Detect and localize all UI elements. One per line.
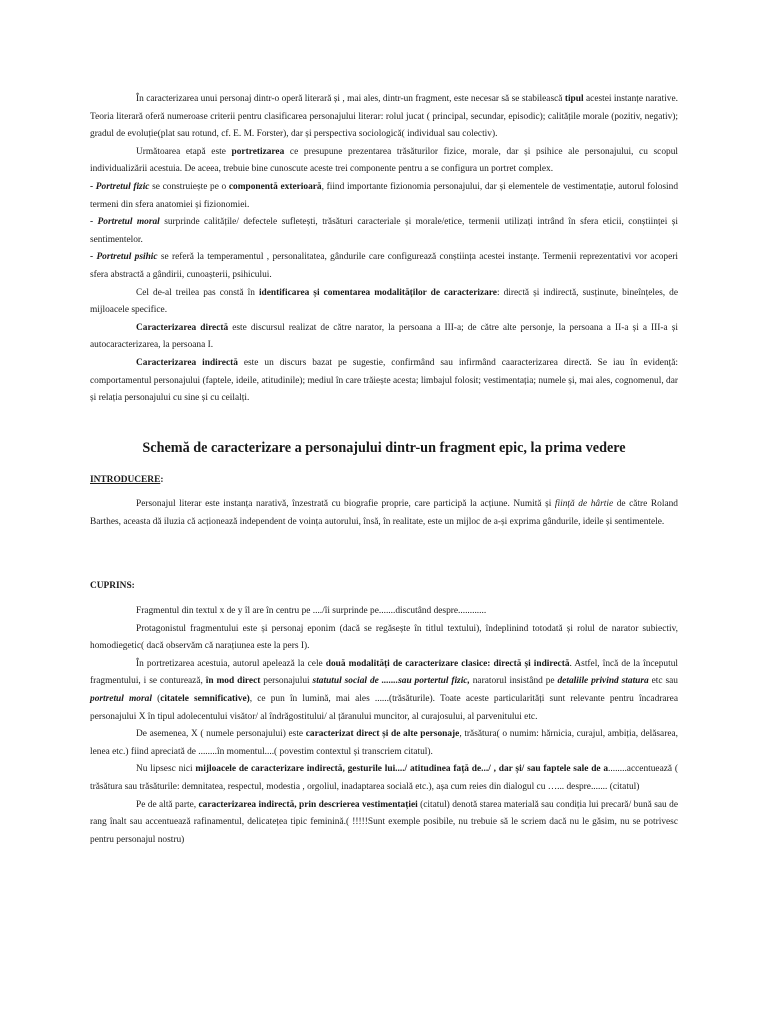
- text-run: portretul moral: [90, 693, 152, 704]
- text-run: , ce pun în lumină, mai ales ......(trăsăturile). Toate aceste particularități sunt relevante pentru încadrarea personajului X în tipul adolecentului visător/ al îndrăgostitului/ al țăranului muncitor, al curajosului, al parvenitului etc.: [90, 693, 678, 722]
- text-run: ființă de hârtie: [554, 499, 614, 509]
- text-run: Fragmentul din textul x de y îl are în centru pe ..../îi surprinde pe.......discutând despre............: [136, 606, 487, 616]
- text-run: componentă exterioară: [228, 181, 322, 192]
- intro-paragraph-4: [90, 214, 678, 249]
- text-run: mijloacele de caracterizare indirectă, gesturile lui..../ atitudinea față de.../ , dar și/ sau faptele sale de a: [195, 764, 609, 775]
- text-run: Personajul literar este instanța narativă, înzestrată cu biografie proprie, care participă la acțiune. Numită și: [136, 499, 555, 509]
- introducere-heading: [90, 472, 678, 490]
- text-run: Portretul psihic: [96, 252, 158, 263]
- text-run: este un discurs bazat pe sugestie, confirmând sau infirmând caaracterizarea directă. Se iau în evidență: comportamentul personajului (faptele, ideile, atitudinile); mediul în care trăiește acesta; limbajul folosit; vestimentația; numele și, mai ales, cognomenul, dar și relația personajului cu sine și cu ceilalți.: [90, 357, 679, 404]
- text-run: naratorul insistând pe: [469, 676, 558, 687]
- text-run: caracterizarea indirectă, prin descrierea vestimentației: [198, 799, 418, 810]
- text-run: ce presupune prezentarea trăsăturilor fizice, morale, dar și psihice ale personajului, cu scopul individualizării acestuia. De aceea, trebuie bine cunoscute aceste trei componente pentru a se configura un portret complex.: [90, 146, 679, 175]
- text-run: -: [90, 181, 96, 192]
- text-run: se referă la temperamentul , personalitatea, gândurile care configurează conștiința acestei instanțe. Termenii reprezentativi vor acoperi sfera abstractă a gândirii, cunoașterii, psihicului.: [90, 252, 678, 280]
- text-run: În caracterizarea unui personaj dintr-o operă literară și , mai ales, dintr-un fragment, este necesar să se stabilească: [136, 94, 565, 104]
- text-run: două modalități de caracterizare clasice: directă și indirectă: [325, 658, 570, 669]
- intro-paragraph-2: [90, 144, 678, 179]
- page-title: Schemă de caracterizare a personajului dintr-un fragment epic, la prima vedere: [142, 440, 626, 456]
- text-run: portretizarea: [231, 146, 285, 157]
- text-run: Cel de-al treilea pas constă în: [136, 287, 259, 298]
- text-run: Pe de altă parte,: [136, 799, 199, 810]
- text-run: De asemenea, X ( numele personajului) este: [136, 729, 306, 740]
- text-run: statutul social de .......sau portertul fizic,: [312, 676, 470, 687]
- text-run: Caracterizarea indirectă: [136, 357, 238, 368]
- intro-paragraph-8: [90, 355, 678, 408]
- text-run: -: [90, 217, 98, 228]
- introducere-heading-colon: :: [160, 475, 164, 485]
- cuprins-paragraph-1: [90, 603, 678, 621]
- text-run: -: [90, 252, 97, 263]
- text-run: citatele semnificative): [160, 693, 250, 704]
- introducere-heading-block: [90, 472, 678, 490]
- text-run: : directă și indirectă, susținute, bineînțeles, de mijloacele specifice.: [90, 287, 678, 316]
- cuprins-paragraph-4: [90, 726, 678, 761]
- text-run: , fiind importante fizionomia personajului, dar și elementele de vestimentație, autorul folosind termeni din sfera anatomiei și fizionomiei.: [90, 181, 679, 210]
- cuprins-paragraph-3: [90, 656, 678, 726]
- text-run: (citatul) denotă starea materială sau condiția lui precară/ bună sau de rang înalt sau accentuează rafinamentul, delicatețea tipic feminină.( !!!!!Sunt exemple posibile, nu trebuie să le scriem dacă nu le găsim, nu se potrivesc pentru personajul nostru): [90, 799, 679, 845]
- text-run: surprinde calitățile/ defectele sufletești, trăsături caracteriale și morale/etice, termenii utilizați intrând în sfera eticii, conștiinței și sentimentelor.: [90, 217, 678, 245]
- text-run: este discursul realizat de către narator, la persoana a III-a; de către alte personje, la persoana a II-a și a III-a și autocaracterizarea, la persoana I.: [90, 322, 678, 351]
- introducere-paragraph-1: [90, 496, 678, 531]
- text-run: tipul: [564, 94, 584, 104]
- intro-paragraph-7: [90, 320, 678, 355]
- intro-paragraph-5: [90, 249, 678, 284]
- intro-paragraph-3: [90, 179, 678, 214]
- text-run: identificarea și comentarea modalităților de caracterizare: [258, 287, 497, 298]
- text-run: În portretizarea acestuia, autorul apelează la cele: [136, 658, 326, 669]
- cuprins-paragraph-6: [90, 797, 678, 850]
- intro-paragraph-1: [90, 91, 678, 144]
- text-run: Caracterizarea directă: [136, 322, 229, 333]
- introducere-heading-text: INTRODUCERE: [90, 475, 161, 485]
- text-run: Protagonistul fragmentului este și personaj eponim (dacă se regăsește în titlul textului), îndeplinind totodată și rolul de narator subiectiv, homodiegetic( dacă observăm că narațiunea este la pers I).: [90, 623, 678, 652]
- text-run: . Astfel, încă de la începutul fragmentului, i se conturează,: [90, 658, 678, 687]
- text-run: Nu lipsesc nici: [136, 764, 196, 775]
- text-run: se construiește pe o: [149, 181, 229, 192]
- text-run: detaliile privind statura: [557, 676, 649, 687]
- text-run: (: [151, 693, 161, 704]
- cuprins-section: [90, 603, 678, 849]
- text-run: acestei instanțe narative. Teoria literară oferă numeroase criterii pentru clasificarea personajului literar: rolul jucat ( principal, secundar, episodic); calitățile morale (pozitiv, negativ); gradul de evoluție(plat sau rotund, cf. E. M. Forster), dar și perspectiva sociologică( individual sau colectiv).: [90, 94, 678, 140]
- intro-paragraph-6: [90, 285, 678, 320]
- text-run: ........accentuează ( trăsătura sau trăsăturile: demnitatea, respectul, modestia , orgoliul, inadaptarea socială etc.), așa cum reies din dialogul cu …... despre....... (citatul): [90, 764, 678, 792]
- cuprins-heading: CUPRINS:: [90, 581, 135, 591]
- text-run: , trăsătura( o numim: hărnicia, curajul, ambiția, delăsarea, lenea etc.) fiind apreciată de ........în momentul....( povestim contextul și transcriem citatul).: [90, 729, 678, 757]
- text-run: în mod direct: [205, 676, 261, 687]
- text-run: Următoarea etapă este: [136, 146, 232, 157]
- text-run: de către Roland Barthes, aceasta dă iluzia că acționează independent de voința autorului, însă, în realitate, este un mijloc de a-și exprima gândurile, ideile și sentimentele.: [90, 499, 678, 527]
- text-run: Portretul moral: [97, 217, 160, 228]
- introducere-section: [90, 496, 678, 531]
- cuprins-paragraph-5: [90, 761, 678, 796]
- cuprins-paragraph-2: [90, 621, 678, 656]
- text-run: etc sau: [648, 676, 678, 687]
- text-run: caracterizat direct și de alte personaje: [305, 729, 460, 740]
- text-run: personajului: [260, 676, 313, 687]
- intro-section: [90, 91, 678, 408]
- text-run: Portretul fizic: [95, 181, 150, 192]
- cuprins-heading-block: [90, 578, 678, 596]
